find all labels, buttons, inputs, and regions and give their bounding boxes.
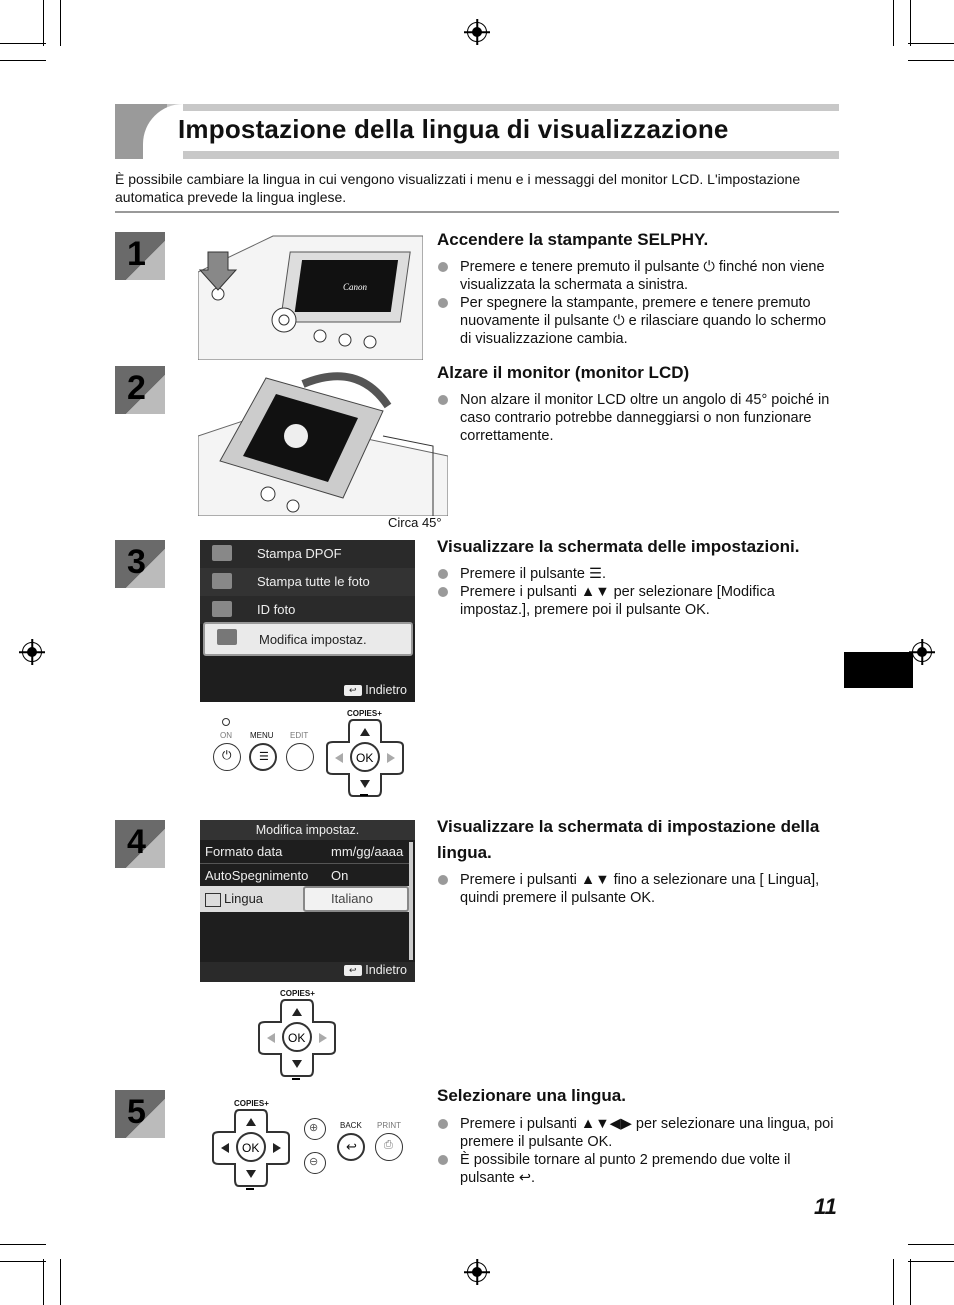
registration-mark-icon <box>912 642 932 662</box>
power-icon: ⏻ <box>222 748 232 762</box>
step-heading: Visualizzare la schermata di impostazione della lingua. <box>437 817 820 862</box>
crop-mark <box>43 0 44 46</box>
bullet-item: Premere i pulsanti ▲▼ fino a selezionare una [ Lingua], quindi premere il pulsante OK. <box>437 871 839 907</box>
lcd-menu-screen <box>200 540 415 702</box>
back-icon: ↩ <box>346 1139 357 1154</box>
crop-mark <box>908 60 954 61</box>
dpad-control[interactable] <box>325 718 405 798</box>
bullet-item: Premere e tenere premuto il pulsante ⏻ finché non viene visualizzata la schermata a sinistra. <box>437 258 839 294</box>
bullet-item: Per spegnere la stampante, premere e tenere premuto nuovamente il pulsante ⏻ e rilasciare quando lo schermo di visualizzazione cambia. <box>437 294 839 348</box>
print-button[interactable] <box>375 1133 403 1161</box>
step-bullets <box>437 871 839 907</box>
dpad-control[interactable] <box>257 998 337 1078</box>
power-button[interactable] <box>213 743 241 771</box>
crop-mark <box>893 1259 894 1305</box>
registration-mark-icon <box>467 1262 487 1282</box>
print-label: PRINT <box>377 1121 401 1130</box>
setting-label: Formato data <box>205 844 283 859</box>
step-bullets <box>437 1115 839 1187</box>
divider <box>115 211 839 213</box>
zoom-out-button[interactable] <box>304 1152 326 1174</box>
title-bar-top <box>115 104 839 111</box>
lcd-settings-screen <box>200 820 415 982</box>
page-number: 11 <box>814 1194 837 1219</box>
crop-mark <box>908 1244 954 1245</box>
printer-monitor-illustration <box>198 366 448 516</box>
crop-mark <box>910 0 911 46</box>
crop-mark <box>0 1244 46 1245</box>
bullet-item: Premere i pulsanti ▲▼◀▶ per selezionare una lingua, poi premere il pulsante OK. <box>437 1115 839 1151</box>
crop-mark <box>60 0 61 46</box>
chapter-tab <box>844 652 913 688</box>
step-bullets <box>437 565 839 619</box>
step-bullets <box>437 258 839 348</box>
menu-label: MENU <box>250 731 274 740</box>
setting-value: On <box>331 868 349 883</box>
edit-button[interactable] <box>286 743 314 771</box>
scrollbar[interactable] <box>409 842 413 960</box>
angle-label: Circa 45° <box>388 515 442 530</box>
power-led <box>222 718 230 726</box>
bullet-item: È possibile tornare al punto 2 premendo due volte il pulsante ↩. <box>437 1151 839 1187</box>
crop-mark <box>910 1259 911 1305</box>
crop-mark <box>908 1261 954 1262</box>
crop-mark <box>43 1259 44 1305</box>
menu-item: Stampa DPOF <box>200 540 415 568</box>
copies-label: COPIES+ <box>280 989 315 998</box>
crop-mark <box>893 0 894 46</box>
setting-value: mm/gg/aaaa <box>331 844 404 859</box>
menu-item-selected: Modifica impostaz. <box>203 622 413 656</box>
ok-label: OK <box>288 1031 306 1045</box>
menu-item: ID foto <box>200 596 415 624</box>
step-heading: Visualizzare la schermata delle impostazioni. <box>437 537 800 556</box>
step-heading: Accendere la stampante SELPHY. <box>437 230 709 249</box>
zoom-in-button[interactable] <box>304 1118 326 1140</box>
crop-mark <box>60 1259 61 1305</box>
menu-icon: ☰ <box>259 751 269 763</box>
back-button[interactable] <box>337 1133 365 1161</box>
setting-label: AutoSpegnimento <box>205 868 309 883</box>
step-number-2: 2 <box>115 366 165 416</box>
ok-label: OK <box>242 1141 260 1155</box>
step-heading: Alzare il monitor (monitor LCD) <box>437 363 690 382</box>
zoom-out-icon: ⊖ <box>309 1156 319 1168</box>
title-bar-bottom <box>115 151 839 159</box>
bullet-item: Non alzare il monitor LCD oltre un angolo di 45° poiché in caso contrario potrebbe danneggiarsi o non funzionare correttamente. <box>437 391 839 445</box>
intro-text: È possibile cambiare la lingua in cui vengono visualizzati i menu e i messaggi del monitor LCD. L'impostazione automatica prevede la lingua inglese. <box>115 171 801 205</box>
language-icon <box>205 893 221 907</box>
crop-mark <box>0 1261 46 1262</box>
edit-label: EDIT <box>290 731 309 740</box>
step-number-4: 4 <box>115 820 165 870</box>
step-number-1: 1 <box>115 232 165 282</box>
minus-sign <box>292 1078 300 1080</box>
crop-mark <box>0 43 46 44</box>
back-label: BACK <box>340 1121 362 1130</box>
screen-title: Modifica impostaz. <box>200 820 415 840</box>
zoom-in-icon: ⊕ <box>309 1122 319 1134</box>
crop-mark <box>0 60 46 61</box>
dpad-control[interactable] <box>211 1108 291 1188</box>
setting-value: Italiano <box>331 891 373 906</box>
setting-label: Lingua <box>205 891 263 907</box>
divider <box>200 863 410 864</box>
crop-mark <box>908 43 954 44</box>
menu-button[interactable] <box>249 743 277 771</box>
menu-item: Stampa tutte le foto <box>200 568 415 596</box>
minus-sign <box>360 794 368 796</box>
step-number-3: 3 <box>115 540 165 590</box>
page-title: Impostazione della lingua di visualizzazione <box>178 114 729 144</box>
step-bullets <box>437 391 839 445</box>
brand-label: Canon <box>343 282 368 292</box>
step-heading: Selezionare una lingua. <box>437 1086 626 1105</box>
minus-sign <box>246 1188 254 1190</box>
bullet-item: Premere il pulsante ☰. <box>437 565 839 583</box>
ok-label: OK <box>356 751 374 765</box>
bullet-item: Premere i pulsanti ▲▼ per selezionare [Modifica impostaz.], premere poi il pulsante OK. <box>437 583 839 619</box>
back-icon: ↩ <box>344 965 362 976</box>
back-icon: ↩ <box>344 685 362 696</box>
copies-label: COPIES+ <box>347 709 382 718</box>
registration-mark-icon <box>467 22 487 42</box>
printer-top-illustration <box>198 232 423 360</box>
copies-label: COPIES+ <box>234 1099 269 1108</box>
on-label: ON <box>220 731 232 740</box>
print-icon: ⎙ <box>384 1139 393 1151</box>
registration-mark-icon <box>22 642 42 662</box>
step-number-5: 5 <box>115 1090 165 1140</box>
back-hint: ↩ Indietro <box>344 683 407 697</box>
back-hint: ↩ Indietro <box>344 963 407 977</box>
